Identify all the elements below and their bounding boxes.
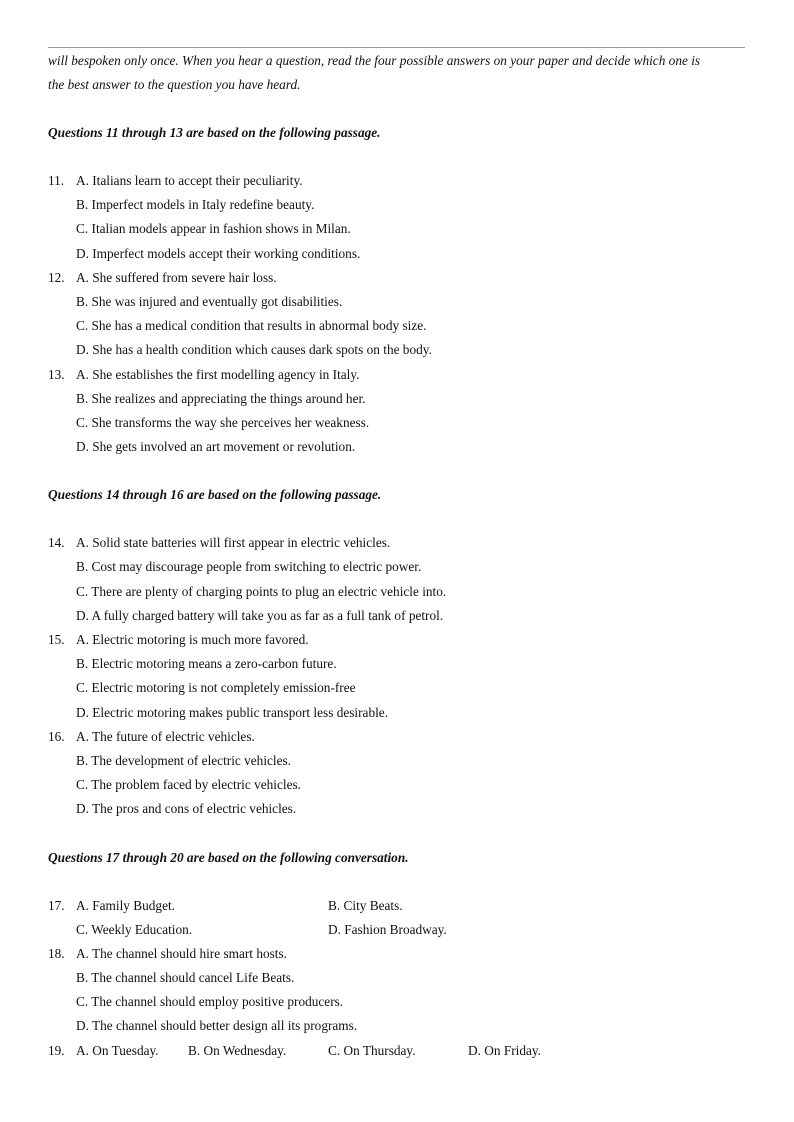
- option-b: B. She was injured and eventually got disabilities.: [76, 293, 343, 309]
- question-number: 16.: [48, 728, 65, 744]
- option-b: B. Cost may discourage people from switching to electric power.: [76, 559, 422, 575]
- option-a: A. Solid state batteries will first appear in electric vehicles.: [76, 535, 391, 551]
- question-number: 17.: [48, 897, 65, 913]
- question-number: 18.: [48, 945, 65, 961]
- option-a: A. She suffered from severe hair loss.: [76, 269, 277, 285]
- option-a: A. She establishes the first modelling agency in Italy.: [76, 366, 360, 382]
- question-number: 15.: [48, 632, 65, 647]
- option-d: D. A fully charged battery will take you as far as a full tank of petrol.: [76, 607, 444, 623]
- section-heading-14-16: Questions 14 through 16 are based on the following passage.: [48, 487, 382, 503]
- question-13: [48, 363, 748, 460]
- question-16: [48, 725, 748, 822]
- option-a: A. The channel should hire smart hosts.: [76, 945, 287, 961]
- exam-page: [48, 49, 748, 1063]
- option-d: D. She gets involved an art movement or revolution.: [76, 439, 356, 455]
- option-a: A. Italians learn to accept their peculiarity.: [76, 173, 303, 188]
- section-heading-11-13: Questions 11 through 13 are based on the following passage.: [48, 125, 381, 140]
- question-number: 12.: [48, 269, 65, 285]
- question-number: 13.: [48, 366, 65, 382]
- option-c: C. The problem faced by electric vehicles.: [76, 777, 301, 793]
- question-19: [48, 1039, 748, 1063]
- option-a: A. The future of electric vehicles.: [76, 728, 255, 744]
- option-c: C. Italian models appear in fashion shows in Milan.: [76, 221, 351, 237]
- option-b: B. The development of electric vehicles.: [76, 752, 292, 768]
- option-c: C. Electric motoring is not completely emission-free: [76, 680, 356, 696]
- option-c: C. On Thursday.: [328, 1042, 416, 1058]
- question-number: 11.: [48, 173, 65, 188]
- option-c: C. She transforms the way she perceives her weakness.: [76, 414, 370, 430]
- question-18: [48, 942, 748, 1039]
- option-a: A. Family Budget.: [76, 897, 175, 913]
- option-b: B. On Wednesday.: [188, 1042, 287, 1058]
- option-c: C. Weekly Education.: [76, 921, 193, 937]
- option-a: A. Electric motoring is much more favored.: [76, 632, 309, 647]
- option-b: B. She realizes and appreciating the things around her.: [76, 390, 366, 406]
- option-d: D. The pros and cons of electric vehicles.: [76, 801, 297, 817]
- option-d: D. The channel should better design all its programs.: [76, 1018, 358, 1034]
- option-b: B. City Beats.: [328, 897, 403, 913]
- option-c: C. She has a medical condition that results in abnormal body size.: [76, 318, 427, 334]
- intro-line-1: will bespoken only once. When you hear a question, read the four possible answers on your paper and decide which one is: [48, 53, 701, 68]
- section-heading-17-20: Questions 17 through 20 are based on the following conversation.: [48, 849, 409, 865]
- option-d: D. She has a health condition which causes dark spots on the body.: [76, 342, 432, 358]
- option-d: D. Imperfect models accept their working conditions.: [76, 245, 361, 261]
- option-b: B. Imperfect models in Italy redefine beauty.: [76, 197, 315, 213]
- question-11: [48, 169, 748, 266]
- option-d: D. Fashion Broadway.: [328, 921, 447, 937]
- question-number: 19.: [48, 1042, 65, 1058]
- option-c: C. The channel should employ positive producers.: [76, 994, 344, 1010]
- question-number: 14.: [48, 535, 65, 551]
- option-d: D. On Friday.: [468, 1042, 542, 1058]
- question-17: [48, 894, 748, 942]
- option-d: D. Electric motoring makes public transport less desirable.: [76, 704, 389, 720]
- option-b: B. The channel should cancel Life Beats.: [76, 970, 295, 986]
- option-c: C. There are plenty of charging points to plug an electric vehicle into.: [76, 583, 447, 599]
- question-15: [48, 628, 748, 725]
- question-12: [48, 266, 748, 363]
- option-b: B. Electric motoring means a zero-carbon future.: [76, 656, 337, 672]
- header-rule: [48, 47, 745, 48]
- question-14: [48, 531, 748, 628]
- option-a: A. On Tuesday.: [76, 1042, 159, 1058]
- intro-line-2: the best answer to the question you have heard.: [48, 77, 301, 92]
